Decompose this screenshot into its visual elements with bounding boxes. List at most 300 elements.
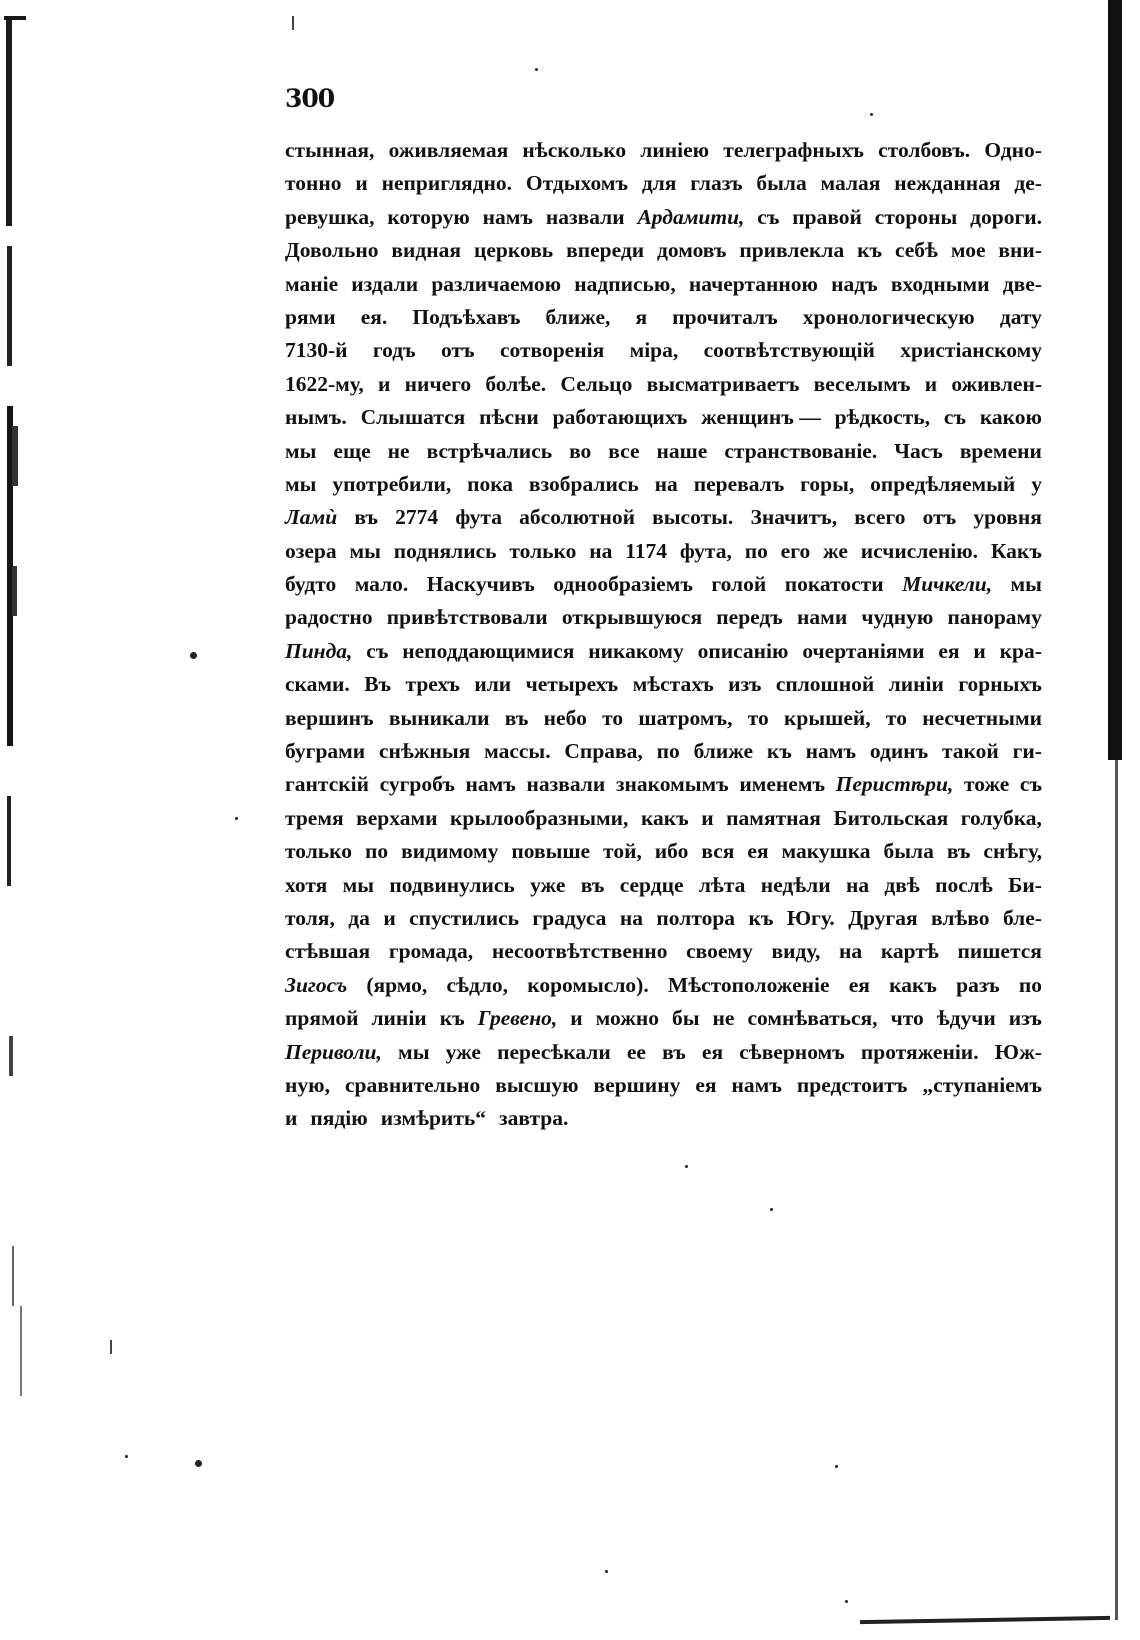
word: бы: [671, 1006, 700, 1031]
word: сплошной: [775, 672, 875, 697]
text-line: [285, 167, 1042, 200]
word: нежданная: [894, 171, 1001, 196]
italic-place-name: Перистѣри,: [835, 772, 954, 797]
word: снѣгу,: [983, 839, 1042, 864]
text-line: [285, 802, 1042, 835]
word: Подъѣхавъ: [412, 304, 521, 329]
word: глазъ: [690, 171, 743, 196]
word: во: [569, 438, 592, 463]
word: такой: [941, 739, 999, 764]
word: только: [285, 839, 353, 864]
word: сравнительно: [344, 1072, 481, 1097]
word: ги-: [1012, 739, 1042, 764]
word: кра-: [999, 638, 1042, 663]
word: ѣдучи: [936, 1006, 996, 1031]
word: памятная: [726, 805, 821, 830]
word: въ: [504, 705, 529, 730]
word: по: [364, 839, 389, 864]
word: странствованіе.: [724, 438, 878, 463]
word: сѣверномъ: [739, 1039, 845, 1064]
word: крылообразными,: [450, 805, 629, 830]
word: Часъ: [894, 438, 943, 463]
word: начертанною: [688, 271, 818, 296]
word: вершину: [593, 1072, 681, 1097]
word: массы.: [484, 739, 551, 764]
word: встрѣчались: [426, 438, 553, 463]
text-line: [285, 1069, 1042, 1102]
word: Въ: [364, 672, 392, 697]
word: и: [383, 905, 396, 930]
ink-speck: [605, 1570, 608, 1573]
word: и: [570, 1006, 583, 1031]
word: Битольская: [833, 805, 949, 830]
word: Значитъ,: [750, 505, 838, 530]
word: въ: [354, 505, 378, 530]
word: ея: [747, 839, 769, 864]
word: ея: [695, 1072, 717, 1097]
word: сками.: [285, 672, 350, 697]
italic-place-name: Гревено,: [477, 1006, 558, 1031]
word: хотя: [285, 872, 328, 897]
ink-speck: [235, 817, 238, 820]
word: ближе,: [545, 304, 611, 329]
word: панораму: [947, 605, 1042, 630]
word: и: [285, 1106, 298, 1131]
word: Наскучивъ: [426, 572, 535, 597]
italic-place-name: Периволи,: [285, 1039, 382, 1064]
word: Би-: [1008, 872, 1042, 897]
word: послѣ: [935, 872, 993, 897]
word: сомнѣваться,: [747, 1006, 878, 1031]
word: рями: [285, 304, 336, 329]
ink-speck: [870, 113, 873, 116]
word: описанію: [697, 638, 789, 663]
word: христіанскому: [900, 338, 1042, 363]
text-line: [285, 234, 1042, 267]
word: уже: [445, 1039, 481, 1064]
word: Справа,: [564, 739, 643, 764]
word: различаемою: [431, 271, 562, 296]
ink-speck: [845, 1600, 848, 1603]
word: Слышатся: [360, 405, 466, 430]
word: входными: [890, 271, 990, 296]
word: мѣстахъ: [632, 672, 714, 697]
word: и: [378, 371, 391, 396]
word: мы: [398, 1039, 430, 1064]
word: какою: [979, 405, 1042, 430]
word: стороны: [874, 204, 958, 229]
word: верхами: [356, 805, 438, 830]
ink-speck: [195, 1460, 202, 1467]
word: къ: [857, 238, 883, 263]
word: высматриваетъ: [646, 371, 800, 396]
text-line: [285, 134, 1042, 167]
word: всего: [854, 505, 906, 530]
word: ее: [626, 1039, 646, 1064]
word: которую: [387, 204, 470, 229]
word: надъ: [831, 271, 878, 296]
text-line: [285, 635, 1042, 668]
word: тремя: [285, 805, 344, 830]
word: ея.: [360, 304, 388, 329]
word: времени: [959, 438, 1042, 463]
text-line: [285, 435, 1042, 468]
word: мое: [950, 238, 986, 263]
word: соотвѣтствующій: [703, 338, 875, 363]
word: пока: [467, 471, 514, 496]
word: дату: [999, 304, 1042, 329]
word: все: [608, 438, 640, 463]
word: назвали: [545, 204, 625, 229]
word: картѣ: [880, 939, 939, 964]
word: линіею: [640, 138, 710, 162]
word: ную,: [285, 1072, 330, 1097]
text-line: [285, 702, 1042, 735]
word: только: [509, 538, 577, 563]
word: то: [747, 705, 769, 730]
word: чудную: [861, 605, 934, 630]
word: бле-: [1002, 905, 1042, 930]
word: радостно: [285, 605, 373, 630]
text-line: [285, 735, 1042, 768]
word: веселымъ: [813, 371, 911, 396]
word: и: [701, 805, 714, 830]
ink-speck: [292, 16, 294, 30]
word: ея: [938, 638, 960, 663]
word: крышей,: [784, 705, 871, 730]
text-line: [285, 501, 1042, 534]
word: и: [973, 638, 986, 663]
word: для: [641, 171, 677, 196]
text-line: [285, 768, 1042, 801]
word: „ступаніемъ: [922, 1072, 1042, 1097]
word: не: [712, 1006, 735, 1031]
word: міра,: [629, 338, 679, 363]
italic-place-name: Пинда,: [285, 638, 353, 663]
word: высоты.: [652, 505, 734, 530]
word: на: [619, 905, 643, 930]
word: однообразіемъ: [553, 572, 693, 597]
text-line: [285, 902, 1042, 935]
word: небо: [543, 705, 587, 730]
word: 1622-му,: [285, 371, 364, 396]
text-line: [285, 301, 1042, 334]
word: очертаніями: [802, 638, 925, 663]
word: голой: [711, 572, 767, 597]
word: его: [780, 538, 811, 563]
word: Какъ: [990, 538, 1042, 563]
word: никакому: [588, 638, 684, 663]
word: церковь: [473, 238, 554, 263]
word: съ: [757, 204, 780, 229]
word: намъ: [805, 739, 856, 764]
word: абсолютной: [519, 505, 635, 530]
text-line: [285, 268, 1042, 301]
word: подвинулись: [389, 872, 515, 897]
text-line: [285, 1102, 1042, 1135]
word: (ярмо,: [366, 972, 428, 997]
word: ибо: [654, 839, 689, 864]
word: линіи: [371, 1006, 427, 1031]
word: изъ: [1008, 1006, 1042, 1031]
word: ближе: [693, 739, 754, 764]
word: на: [654, 471, 678, 496]
word: 2774: [395, 505, 439, 530]
word: телеграфныхъ: [723, 138, 864, 162]
text-line: [285, 969, 1042, 1002]
word: повыше: [511, 839, 591, 864]
word: намъ: [465, 772, 516, 797]
word: взобрались: [528, 471, 639, 496]
binding-edge-right-thin: [1115, 760, 1118, 1620]
word: мало.: [354, 572, 409, 597]
word: виду,: [771, 939, 821, 964]
ink-speck: [685, 1165, 688, 1168]
word: стынная,: [285, 138, 375, 162]
word: да: [348, 905, 370, 930]
word: вни-: [998, 238, 1042, 263]
word: мы: [1010, 572, 1042, 597]
word: къ: [766, 739, 792, 764]
text-line: [285, 401, 1042, 434]
word: громада,: [388, 939, 474, 964]
word: макушка: [781, 839, 871, 864]
text-line: [285, 869, 1042, 902]
text-line: [285, 1002, 1042, 1035]
word: домовъ: [657, 238, 727, 263]
word: Мѣстоположеніе: [667, 972, 830, 997]
word: открывшуюся: [561, 605, 703, 630]
word: и: [924, 371, 938, 396]
word: я: [635, 304, 648, 329]
word: мы: [285, 438, 317, 463]
word: своему: [686, 939, 753, 964]
text-line: [285, 935, 1042, 968]
word: наше: [656, 438, 708, 463]
word: знакомымъ: [615, 772, 729, 797]
word: въ: [946, 839, 971, 864]
word: видимому: [401, 839, 499, 864]
word: де-: [1014, 171, 1042, 196]
word: сѣдло,: [446, 972, 509, 997]
word: исчисленію.: [860, 538, 979, 563]
word: на: [839, 939, 863, 964]
word: фута,: [679, 538, 732, 563]
word: сердце: [619, 872, 684, 897]
word: изъ: [728, 672, 762, 697]
text-line: [285, 468, 1042, 501]
word: тонно: [285, 171, 342, 196]
word: еще: [333, 438, 371, 463]
word: завтра.: [499, 1106, 569, 1131]
word: или: [474, 672, 512, 697]
word: по: [656, 739, 680, 764]
word: сотворенія: [499, 338, 605, 363]
word: малая: [820, 171, 881, 196]
word: привѣтствовали: [386, 605, 548, 630]
word: выникали: [388, 705, 490, 730]
ink-speck: [190, 652, 197, 659]
word: отъ: [922, 505, 957, 530]
word: впереди: [566, 238, 645, 263]
word: вся: [701, 839, 735, 864]
word: двѣ: [884, 872, 920, 897]
word: вершинъ: [285, 705, 374, 730]
word: коромысло).: [527, 972, 649, 997]
word: себѣ: [894, 238, 938, 263]
word: пересѣкали: [497, 1039, 611, 1064]
word: озера: [285, 538, 337, 563]
ink-speck: [110, 1340, 112, 1354]
word: прямой: [285, 1006, 359, 1031]
word: по: [1018, 972, 1042, 997]
word: у: [1031, 471, 1042, 496]
ink-speck: [770, 1208, 773, 1211]
body-text: [285, 134, 1042, 1136]
word: фута: [455, 505, 502, 530]
text-line: [285, 568, 1042, 601]
word: можно: [595, 1006, 659, 1031]
word: была: [883, 839, 934, 864]
word: хронологическую: [802, 304, 975, 329]
word: ревушка,: [285, 204, 375, 229]
italic-place-name: Ардамити,: [637, 204, 745, 229]
word: ея: [701, 1039, 724, 1064]
word: несоотвѣтственно: [491, 939, 668, 964]
word: съ: [366, 638, 389, 663]
word: мы: [285, 471, 317, 496]
word: нымъ.: [285, 405, 347, 430]
word: прочиталъ: [672, 304, 778, 329]
word: линіи: [888, 672, 944, 697]
word: передъ: [716, 605, 783, 630]
word: болѣе.: [485, 371, 547, 396]
word: высшую: [495, 1072, 579, 1097]
word: пѣсни: [479, 405, 539, 430]
text-line: [285, 334, 1042, 367]
text-line: [285, 368, 1042, 401]
word: отъ: [441, 338, 475, 363]
word: полтора: [656, 905, 736, 930]
word: горы,: [800, 471, 855, 496]
binding-edge-left: [4, 6, 26, 1506]
word: издали: [351, 271, 419, 296]
word: уже: [530, 872, 566, 897]
word: спустились: [409, 905, 519, 930]
word: привлекла: [739, 238, 845, 263]
word: Юж-: [994, 1039, 1042, 1064]
word: рѣдкость,: [834, 405, 931, 430]
word: по: [744, 538, 768, 563]
text-line: [285, 201, 1042, 234]
word: ничего: [404, 371, 472, 396]
word: той,: [603, 839, 642, 864]
word: къ: [439, 1006, 465, 1031]
word: работающихъ: [552, 405, 688, 430]
word: съ: [943, 405, 966, 430]
word: гантскій: [285, 772, 370, 797]
word: мы: [342, 872, 375, 897]
word: оживлен-: [951, 371, 1042, 396]
page-number: 300: [285, 84, 335, 113]
word: назвали: [526, 772, 606, 797]
text-line: [285, 835, 1042, 868]
word: какъ: [640, 805, 689, 830]
word: то: [602, 705, 624, 730]
word: въ: [662, 1039, 686, 1064]
word: видная: [391, 238, 462, 263]
word: именемъ: [739, 772, 826, 797]
text-line: [285, 1036, 1042, 1069]
word: снѣжныя: [379, 739, 471, 764]
word: толя,: [285, 905, 335, 930]
word: трехъ: [405, 672, 460, 697]
word: маніе: [285, 271, 339, 296]
word: съ: [1019, 772, 1042, 797]
word: 7130-й: [285, 338, 348, 363]
word: неподдающимися: [402, 638, 575, 663]
word: сугробъ: [379, 772, 455, 797]
word: непригляднo.: [381, 171, 513, 196]
word: столбовъ.: [878, 138, 971, 162]
word: протяженіи.: [860, 1039, 979, 1064]
word: Одно-: [984, 138, 1042, 162]
word: нами: [797, 605, 848, 630]
word: предстоитъ: [796, 1072, 908, 1097]
word: Довольно: [285, 238, 379, 263]
word: и: [355, 171, 368, 196]
word: надписью,: [574, 271, 676, 296]
bottom-scan-rule: [860, 1616, 1110, 1624]
word: оживляемая: [388, 138, 509, 162]
word: измѣрить“: [380, 1106, 486, 1131]
word: перевалъ: [693, 471, 785, 496]
word: буграми: [285, 739, 366, 764]
word: голубка,: [960, 805, 1042, 830]
word: нѣсколько: [522, 138, 627, 162]
ink-speck: [125, 1455, 128, 1458]
word: будто: [285, 572, 337, 597]
word: недѣли: [760, 872, 831, 897]
word: тоже: [963, 772, 1010, 797]
word: одинъ: [869, 739, 929, 764]
word: лѣта: [698, 872, 746, 897]
word: влѣво: [931, 905, 990, 930]
word: поднялись: [393, 538, 497, 563]
italic-place-name: Зигосъ: [285, 972, 348, 997]
word: покатости: [784, 572, 884, 597]
word: на: [845, 872, 870, 897]
word: ея: [848, 972, 870, 997]
word: въ: [580, 872, 605, 897]
italic-place-name: Ламѝ: [285, 505, 338, 530]
word: къ: [748, 905, 774, 930]
ink-speck: [535, 68, 538, 71]
word: Другая: [848, 905, 918, 930]
word: то: [885, 705, 907, 730]
text-line: [285, 668, 1042, 701]
word: шатромъ,: [638, 705, 733, 730]
word: опредѣляемый: [870, 471, 1016, 496]
word: стѣвшая: [285, 939, 371, 964]
word: разъ: [956, 972, 1000, 997]
word: годъ: [372, 338, 416, 363]
word: же: [823, 538, 848, 563]
word: что: [890, 1006, 924, 1031]
word: на: [589, 538, 613, 563]
ink-speck: [835, 1465, 838, 1468]
word: какъ: [889, 972, 937, 997]
